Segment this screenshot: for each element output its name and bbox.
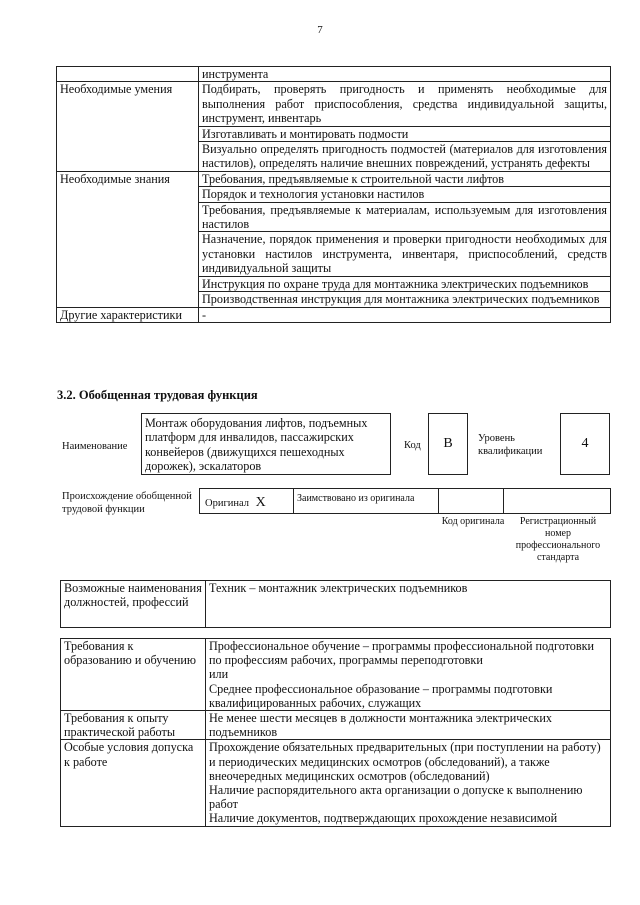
origin-label: Происхождение обобщенной трудовой функции (62, 491, 192, 515)
section-heading: 3.2. Обобщенная трудовая функция (57, 388, 258, 402)
reg-number-box (503, 488, 611, 514)
table-row (61, 639, 611, 711)
table-row (57, 307, 611, 322)
borrowed-box: Заимствовано из оригинала (293, 488, 439, 514)
function-name-box: Монтаж оборудования лифтов, подъемных платформ для инвалидов, пассажирских конвейеров (движущихся пешеходных дорожек), эскалаторов (141, 413, 391, 475)
positions-table (60, 580, 611, 628)
text-line: Наличие распорядительного акта организации о допуске к выполнению работ (209, 783, 583, 812)
row-item: Изготавливать и монтировать подмости (199, 126, 611, 141)
row-label (57, 67, 199, 82)
text-line: Наличие документов, подтверждающих прохождение независимой (209, 811, 558, 826)
table-row (61, 711, 611, 740)
original-label: Оригинал (205, 498, 249, 509)
origin-code-caption: Код оригинала (441, 516, 505, 527)
table-row (57, 82, 611, 126)
row-item: Подбирать, проверять пригодность и применять необходимые для выполнения работ приспособления, средства индивидуальной защиты, инструмент, инвентарь (199, 82, 611, 126)
positions-label: Возможные наименования должностей, профессий (61, 581, 206, 628)
row-item: Порядок и технология установки настилов (199, 187, 611, 202)
name-label: Наименование (62, 441, 128, 452)
admission-label: Особые условия допуска к работе (61, 740, 206, 826)
original-box (199, 488, 294, 514)
positions-value: Техник – монтажник электрических подъемников (206, 581, 611, 628)
row-label-other: Другие характеристики (57, 307, 199, 322)
row-item: Инструкция по охране труда для монтажника электрических подъемников (199, 276, 611, 291)
text-line: Профессиональное обучение – программы профессиональной подготовки по профессиям рабочих, программы переподготовки (209, 639, 595, 668)
experience-label: Требования к опыту практической работы (61, 711, 206, 740)
original-check-mark: X (255, 495, 266, 510)
table-row (61, 581, 611, 628)
level-label: Уровень квалификации (478, 433, 543, 457)
table-row (57, 171, 611, 186)
row-label-skills: Необходимые умения (57, 82, 199, 171)
table-row (57, 67, 611, 82)
requirements-table (60, 638, 611, 827)
education-value (206, 639, 611, 711)
row-item: Визуально определять пригодность подмостей (материалов для изготовления настилов), определять наличие внешних повреждений, устранять дефекты (199, 142, 611, 172)
text-line: Не менее шести месяцев в должности монтажника электрических подъемников (209, 711, 553, 740)
text-line: Среднее профессиональное образование – программы подготовки квалифицированных рабочих, служащих (209, 681, 553, 710)
level-value-box: 4 (560, 413, 610, 475)
education-label: Требования к образованию и обучению (61, 639, 206, 711)
code-label: Код (404, 440, 421, 451)
row-item: Назначение, порядок применения и проверки пригодности необходимых для установки настилов инструмента, инвентаря, приспособлений, средств индивидуальной защиты (199, 232, 611, 276)
skills-knowledge-table (56, 66, 611, 323)
experience-value (206, 711, 611, 740)
reg-number-caption: Регистрационный номер профессионального стандарта (515, 516, 601, 563)
page-number: 7 (317, 24, 323, 36)
text-line: Прохождение обязательных предварительных (при поступлении на работу) и периодических медицинских осмотров (обследований), а также внеочередных медицинских осмотров (обследований) (209, 740, 601, 783)
row-item: инструмента (199, 67, 611, 82)
text-line: или (209, 667, 229, 682)
admission-value (206, 740, 611, 826)
origin-code-box (438, 488, 504, 514)
row-item: Требования, предъявляемые к материалам, используемым для изготовления настилов (199, 202, 611, 232)
row-item: Производственная инструкция для монтажника электрических подъемников (199, 292, 611, 307)
row-item: Требования, предъявляемые к строительной части лифтов (199, 171, 611, 186)
row-item: - (199, 307, 611, 322)
code-value-box: B (428, 413, 468, 475)
row-label-knowledge: Необходимые знания (57, 171, 199, 307)
table-row (61, 740, 611, 826)
